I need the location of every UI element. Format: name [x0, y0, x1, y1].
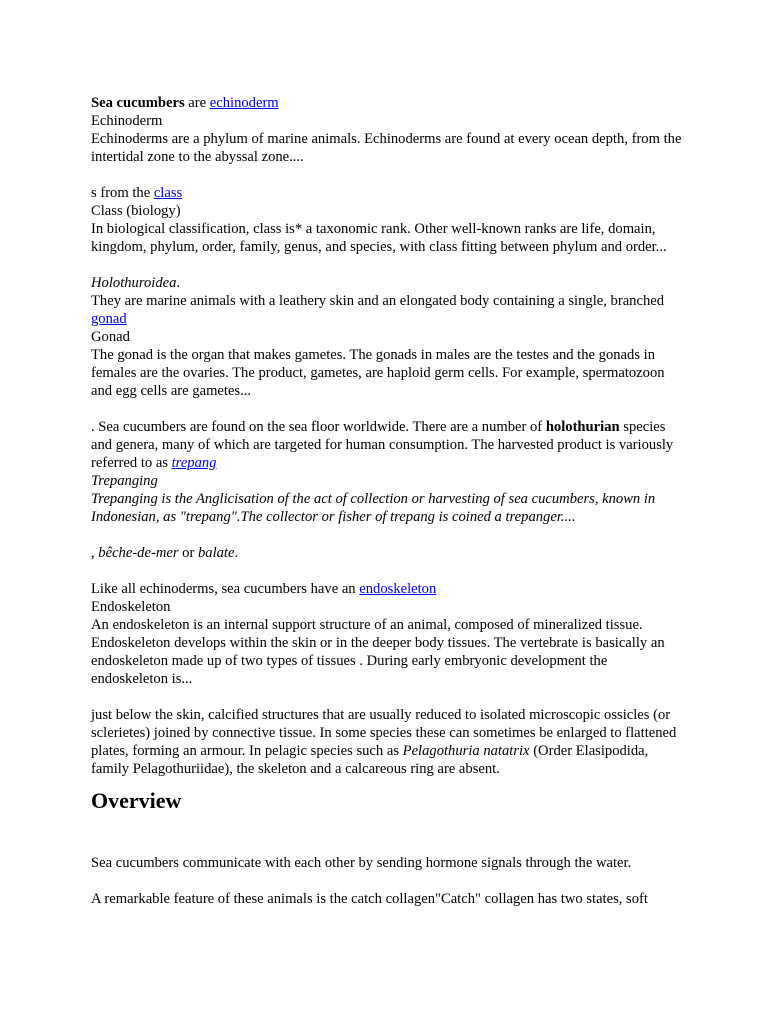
- term-holothuroidea: Holothuroidea: [91, 275, 177, 291]
- term-holothurian: holothurian: [545, 419, 620, 435]
- gonad-link[interactable]: gonad: [91, 311, 127, 327]
- gonad-paragraph: They are marine animals with a leathery skin and an elongated body containing a single, branched gonad: [91, 293, 665, 327]
- echinoderm-tip-title: Echinoderm: [91, 113, 163, 129]
- overview-paragraph-1: Sea cucumbers communicate with each other by sending hormone signals through the water.: [91, 855, 632, 871]
- endoskeleton-link[interactable]: endoskeleton: [359, 581, 437, 597]
- ossicles-paragraph: just below the skin, calcified structures that are usually reduced to isolated microscopic ossicles (or sclerietes) joined by connective tissue. In some species these can sometimes be enlarged to flattened plates, forming an armour. In pelagic species such as Pelagothuria natatrix (Order Elasipodida, family Pelagothuriidae), the skeleton and a calcareous ring are absent.: [91, 707, 677, 777]
- trepang-link[interactable]: trepang: [171, 455, 217, 471]
- other-names-line: , bêche-de-mer or balate.: [91, 545, 239, 561]
- article-body: [91, 94, 683, 908]
- class-link[interactable]: class: [153, 185, 183, 201]
- term-sea-cucumbers: Sea cucumbers: [91, 95, 185, 111]
- habitat-paragraph: . Sea cucumbers are found on the sea floor worldwide. There are a number of holothurian species and genera, many of which are targeted for human consumption. The harvested product is variously referred to as trepang: [91, 419, 674, 471]
- trepang-tip-title: Trepanging: [91, 473, 158, 489]
- term-beche-de-mer: bêche-de-mer: [98, 545, 179, 561]
- holothuroidea-line: Holothuroidea.: [91, 275, 181, 291]
- overview-paragraph-2: A remarkable feature of these animals is the catch collagen"Catch" collagen has two states, soft: [91, 891, 648, 907]
- endoskeleton-tip-body: An endoskeleton is an internal support structure of an animal, composed of mineralized tissue. Endoskeleton develops within the skin or in the deeper body tissues. The vertebrate is basically an endoskeleton made up of two types of tissues . During early embryonic development the endoskeleton is...: [91, 617, 665, 687]
- trepang-tip-body: Trepanging is the Anglicisation of the act of collection or harvesting of sea cucumbers, known in Indonesian, as "trepang".The collector or fisher of trepang is coined a trepanger....: [91, 491, 656, 525]
- overview-heading: Overview: [91, 788, 182, 813]
- class-paragraph: s from the class: [91, 185, 183, 201]
- term-pelagothuria-natatrix: Pelagothuria natatrix: [402, 743, 530, 759]
- intro-paragraph: Sea cucumbers are echinoderm: [91, 95, 279, 111]
- echinoderm-link[interactable]: echinoderm: [209, 95, 279, 111]
- echinoderm-tip-body: Echinoderms are a phylum of marine animals. Echinoderms are found at every ocean depth, from the intertidal zone to the abyssal zone....: [91, 131, 682, 165]
- class-tip-title: Class (biology): [91, 203, 181, 219]
- gonad-tip-body: The gonad is the organ that makes gametes. The gonads in males are the testes and the gonads in females are the ovaries. The product, gametes, are haploid germ cells. For example, spermatozoon and egg cells are gametes...: [91, 347, 665, 399]
- class-tip-body: In biological classification, class is* a taxonomic rank. Other well-known ranks are life, domain, kingdom, phylum, order, family, genus, and species, with class fitting between phylum and order...: [91, 221, 667, 255]
- gonad-tip-title: Gonad: [91, 329, 130, 345]
- endoskeleton-tip-title: Endoskeleton: [91, 599, 171, 615]
- term-balate: balate: [197, 545, 235, 561]
- endoskeleton-paragraph: Like all echinoderms, sea cucumbers have an endoskeleton: [91, 581, 437, 597]
